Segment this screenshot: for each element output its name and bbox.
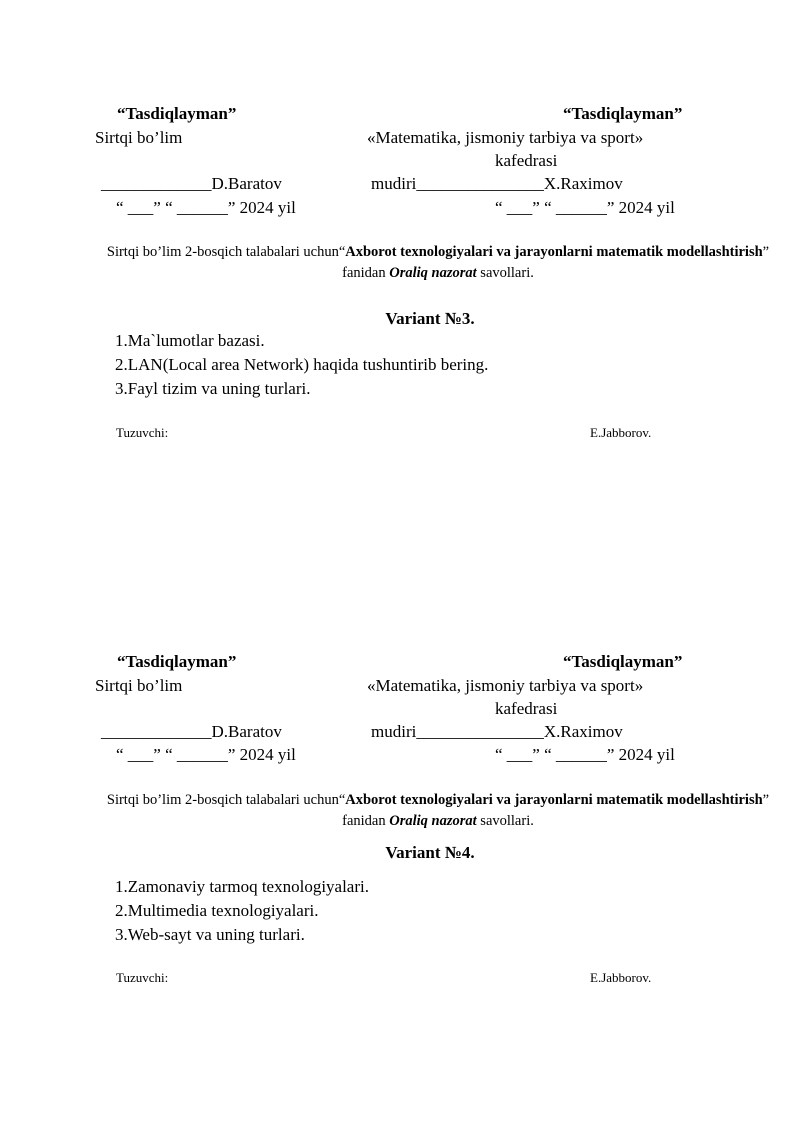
- exam-intro: [100, 790, 776, 832]
- department-right: «Matematika, jismoniy tarbiya va sport»: [367, 676, 644, 695]
- signature-left: _____________D.Baratov: [101, 722, 282, 741]
- question-item: 3.Fayl tizim va uning turlari.: [115, 379, 311, 398]
- intro-prefix: Sirtqi bo’lim 2-bosqich talabalari uchun“: [106, 792, 346, 808]
- approve-right-heading: “Tasdiqlayman”: [563, 104, 683, 123]
- signature-right: mudiri_______________X.Raximov: [371, 722, 623, 741]
- intro-exam-type: Oraliq nazorat: [389, 813, 477, 829]
- approve-left-heading: “Tasdiqlayman”: [117, 652, 237, 671]
- department-right-cont: kafedrasi: [495, 699, 558, 718]
- question-item: 1.Ma`lumotlar bazasi.: [115, 331, 265, 350]
- approve-left-heading: “Tasdiqlayman”: [117, 104, 237, 123]
- question-item: 3.Web-sayt va uning turlari.: [115, 925, 305, 944]
- date-left: “ ___” “ ______” 2024 yil: [116, 198, 296, 217]
- intro-exam-type: Oraliq nazorat: [389, 265, 477, 281]
- variant-title: Variant №4.: [385, 843, 475, 862]
- intro-subject: Axborot texnologiyalari va jarayonlarni matematik modellashtirish: [345, 792, 763, 808]
- intro-suffix: savollari.: [476, 265, 534, 281]
- variant-title: Variant №3.: [385, 309, 475, 328]
- intro-prefix: Sirtqi bo’lim 2-bosqich talabalari uchun“: [106, 244, 346, 260]
- date-right: “ ___” “ ______” 2024 yil: [495, 745, 675, 764]
- date-left: “ ___” “ ______” 2024 yil: [116, 745, 296, 764]
- question-item: 2.LAN(Local area Network) haqida tushuntirib bering.: [115, 355, 489, 374]
- signature-right: mudiri_______________X.Raximov: [371, 174, 623, 193]
- department-left: Sirtqi bo’lim: [95, 676, 183, 695]
- author-name: E.Jabborov.: [590, 425, 652, 440]
- author-name: E.Jabborov.: [590, 970, 652, 985]
- exam-intro: [100, 242, 776, 284]
- intro-subject: Axborot texnologiyalari va jarayonlarni matematik modellashtirish: [345, 244, 763, 260]
- department-right: «Matematika, jismoniy tarbiya va sport»: [367, 128, 644, 147]
- intro-mid: ” fanidan: [342, 792, 770, 829]
- question-item: 2.Multimedia texnologiyalari.: [115, 901, 319, 920]
- approve-right-heading: “Tasdiqlayman”: [563, 652, 683, 671]
- author-label: Tuzuvchi:: [116, 970, 169, 985]
- department-left: Sirtqi bo’lim: [95, 128, 183, 147]
- intro-mid: ” fanidan: [342, 244, 770, 281]
- signature-left: _____________D.Baratov: [101, 174, 282, 193]
- department-right-cont: kafedrasi: [495, 151, 558, 170]
- date-right: “ ___” “ ______” 2024 yil: [495, 198, 675, 217]
- intro-suffix: savollari.: [476, 813, 534, 829]
- author-label: Tuzuvchi:: [116, 425, 169, 440]
- question-item: 1.Zamonaviy tarmoq texnologiyalari.: [115, 877, 369, 896]
